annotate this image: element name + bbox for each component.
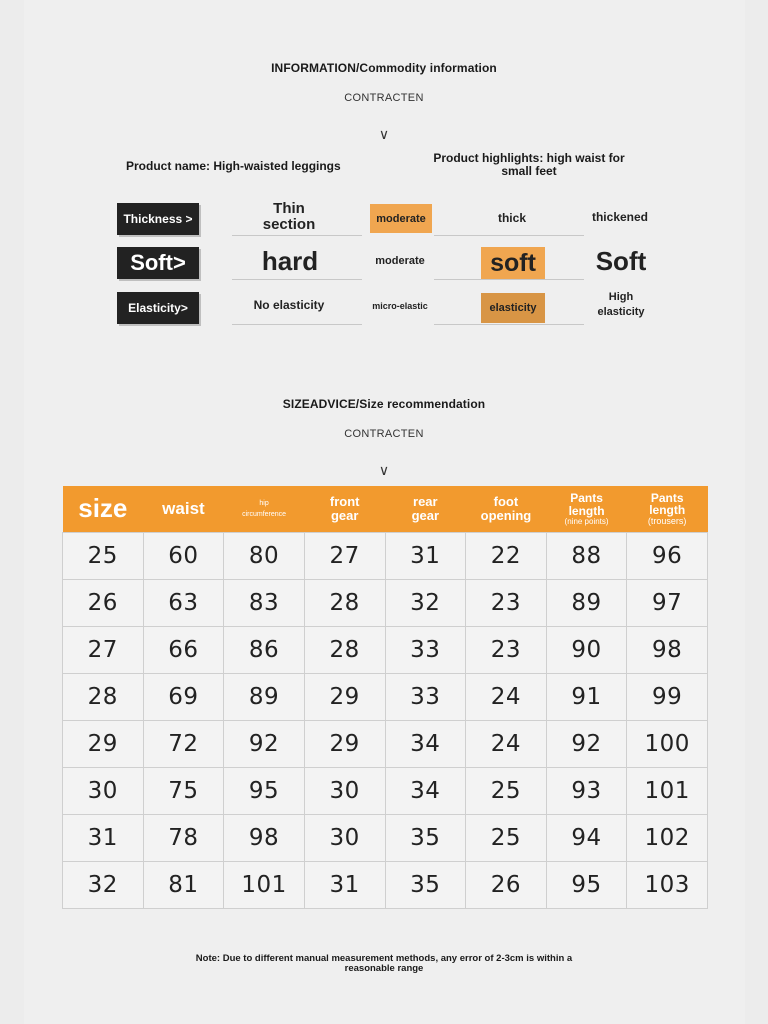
table-cell: 29 xyxy=(63,721,144,768)
table-cell: 102 xyxy=(627,815,708,862)
product-highlights-line1: Product highlights: high waist for xyxy=(433,151,625,165)
table-cell: 29 xyxy=(304,721,385,768)
table-cell: 103 xyxy=(627,862,708,909)
header-front-line2: gear xyxy=(330,508,359,523)
header-pants9-line1: Pants xyxy=(570,490,603,505)
size-table-body xyxy=(63,533,708,909)
table-row xyxy=(63,674,708,721)
table-cell: 94 xyxy=(546,815,627,862)
header-pants9-line2: length xyxy=(568,503,605,518)
option-no-elasticity: No elasticity xyxy=(253,298,325,312)
header-rear-line2: gear xyxy=(411,508,440,523)
table-cell: 93 xyxy=(546,768,627,815)
option-elasticity-selected: elasticity xyxy=(481,293,545,323)
table-cell: 28 xyxy=(63,674,144,721)
header-hip-line1: hip xyxy=(259,500,269,508)
header-waist-text: waist xyxy=(162,499,205,519)
table-cell: 81 xyxy=(143,862,224,909)
table-cell: 30 xyxy=(304,768,385,815)
table-cell: 35 xyxy=(385,815,466,862)
table-cell: 33 xyxy=(385,674,466,721)
option-high-elasticity: High elasticity xyxy=(597,291,645,318)
table-row xyxy=(63,768,708,815)
table-cell: 33 xyxy=(385,627,466,674)
product-highlights-line2: small feet xyxy=(501,164,557,178)
table-cell: 101 xyxy=(224,862,305,909)
size-table-header xyxy=(63,486,708,533)
header-foot-line2: opening xyxy=(480,508,532,523)
option-thick: thick xyxy=(497,211,526,225)
attribute-label-thickness: Thickness > xyxy=(117,203,199,235)
attribute-label-soft: Soft> xyxy=(117,247,199,279)
table-cell: 26 xyxy=(63,580,144,627)
table-cell: 100 xyxy=(627,721,708,768)
table-cell: 30 xyxy=(63,768,144,815)
header-waist xyxy=(143,486,224,533)
size-section-title: SIZEADVICE/Size recommendation xyxy=(282,397,486,411)
header-pants-length-nine xyxy=(546,486,627,533)
option-moderate: moderate xyxy=(375,255,425,267)
table-row xyxy=(63,815,708,862)
table-row xyxy=(63,580,708,627)
header-rear-line1: rear xyxy=(413,494,438,510)
option-micro-elastic: micro-elastic xyxy=(372,301,428,311)
table-cell: 63 xyxy=(143,580,224,627)
table-cell: 78 xyxy=(143,815,224,862)
header-pantsT-line3: (trousers) xyxy=(647,515,687,526)
product-name: Product name: High-waisted leggings xyxy=(126,159,341,173)
table-cell: 95 xyxy=(546,862,627,909)
measurement-note xyxy=(0,954,768,974)
table-cell: 29 xyxy=(304,674,385,721)
table-cell: 101 xyxy=(627,768,708,815)
header-front-gear xyxy=(304,486,385,533)
divider xyxy=(434,324,584,325)
header-foot-line1: foot xyxy=(493,494,519,510)
table-cell: 88 xyxy=(546,533,627,580)
table-cell: 34 xyxy=(385,721,466,768)
option-soft-alt: Soft xyxy=(595,245,647,276)
table-cell: 96 xyxy=(627,533,708,580)
info-section-title: INFORMATION/Commodity information xyxy=(271,61,497,75)
header-hip-line2: circumference xyxy=(242,510,287,518)
table-cell: 95 xyxy=(224,768,305,815)
attribute-label-elasticity: Elasticity> xyxy=(117,292,199,324)
table-cell: 60 xyxy=(143,533,224,580)
table-row xyxy=(63,721,708,768)
note-line1: Note: Due to different manual measurement methods, any error of 2-3cm is within a xyxy=(195,953,573,964)
table-cell: 25 xyxy=(63,533,144,580)
option-thin-section: Thin section xyxy=(262,200,316,233)
chevron-down-icon: ∨ xyxy=(378,462,390,478)
divider xyxy=(232,235,362,236)
table-cell: 66 xyxy=(143,627,224,674)
table-cell: 83 xyxy=(224,580,305,627)
table-cell: 28 xyxy=(304,580,385,627)
divider xyxy=(232,324,362,325)
table-cell: 92 xyxy=(224,721,305,768)
header-size-text: size xyxy=(78,493,128,524)
header-pants9-line3: (nine points) xyxy=(564,517,609,527)
size-table xyxy=(62,486,708,909)
header-foot-opening xyxy=(466,486,547,533)
table-cell: 22 xyxy=(466,533,547,580)
info-section-subtitle: CONTRACTEN xyxy=(344,92,424,104)
option-hard: hard xyxy=(261,245,319,276)
table-cell: 25 xyxy=(466,768,547,815)
table-cell: 24 xyxy=(466,721,547,768)
header-pantsT-line2: length xyxy=(649,503,686,518)
table-cell: 69 xyxy=(143,674,224,721)
table-cell: 90 xyxy=(546,627,627,674)
size-section-subtitle: CONTRACTEN xyxy=(344,428,424,440)
table-cell: 32 xyxy=(385,580,466,627)
table-cell: 31 xyxy=(63,815,144,862)
table-cell: 24 xyxy=(466,674,547,721)
table-cell: 23 xyxy=(466,580,547,627)
table-cell: 23 xyxy=(466,627,547,674)
option-moderate-selected: moderate xyxy=(370,204,432,233)
table-cell: 25 xyxy=(466,815,547,862)
chevron-down-icon: ∨ xyxy=(378,126,390,142)
table-cell: 32 xyxy=(63,862,144,909)
table-cell: 31 xyxy=(385,533,466,580)
table-cell: 80 xyxy=(224,533,305,580)
header-rear-gear xyxy=(385,486,466,533)
table-cell: 27 xyxy=(304,533,385,580)
table-cell: 89 xyxy=(546,580,627,627)
table-cell: 31 xyxy=(304,862,385,909)
table-cell: 72 xyxy=(143,721,224,768)
option-soft-selected: soft xyxy=(481,247,545,279)
table-cell: 26 xyxy=(466,862,547,909)
header-front-line1: front xyxy=(329,494,360,510)
header-size xyxy=(63,486,144,533)
table-cell: 75 xyxy=(143,768,224,815)
table-cell: 34 xyxy=(385,768,466,815)
table-cell: 28 xyxy=(304,627,385,674)
table-cell: 91 xyxy=(546,674,627,721)
header-pantsT-line1: Pants xyxy=(650,490,684,505)
table-cell: 97 xyxy=(627,580,708,627)
divider xyxy=(232,279,362,280)
table-cell: 35 xyxy=(385,862,466,909)
divider xyxy=(434,235,584,236)
header-pants-length-trousers xyxy=(627,486,708,533)
table-cell: 86 xyxy=(224,627,305,674)
note-line2: reasonable range xyxy=(344,963,424,974)
table-cell: 92 xyxy=(546,721,627,768)
product-highlights xyxy=(419,152,639,178)
table-row xyxy=(63,862,708,909)
table-row xyxy=(63,627,708,674)
table-cell: 99 xyxy=(627,674,708,721)
table-cell: 30 xyxy=(304,815,385,862)
divider xyxy=(434,279,584,280)
table-cell: 98 xyxy=(224,815,305,862)
table-cell: 27 xyxy=(63,627,144,674)
table-cell: 98 xyxy=(627,627,708,674)
option-thickened: thickened xyxy=(591,210,648,224)
header-hip xyxy=(224,486,305,533)
table-cell: 89 xyxy=(224,674,305,721)
table-row xyxy=(63,533,708,580)
